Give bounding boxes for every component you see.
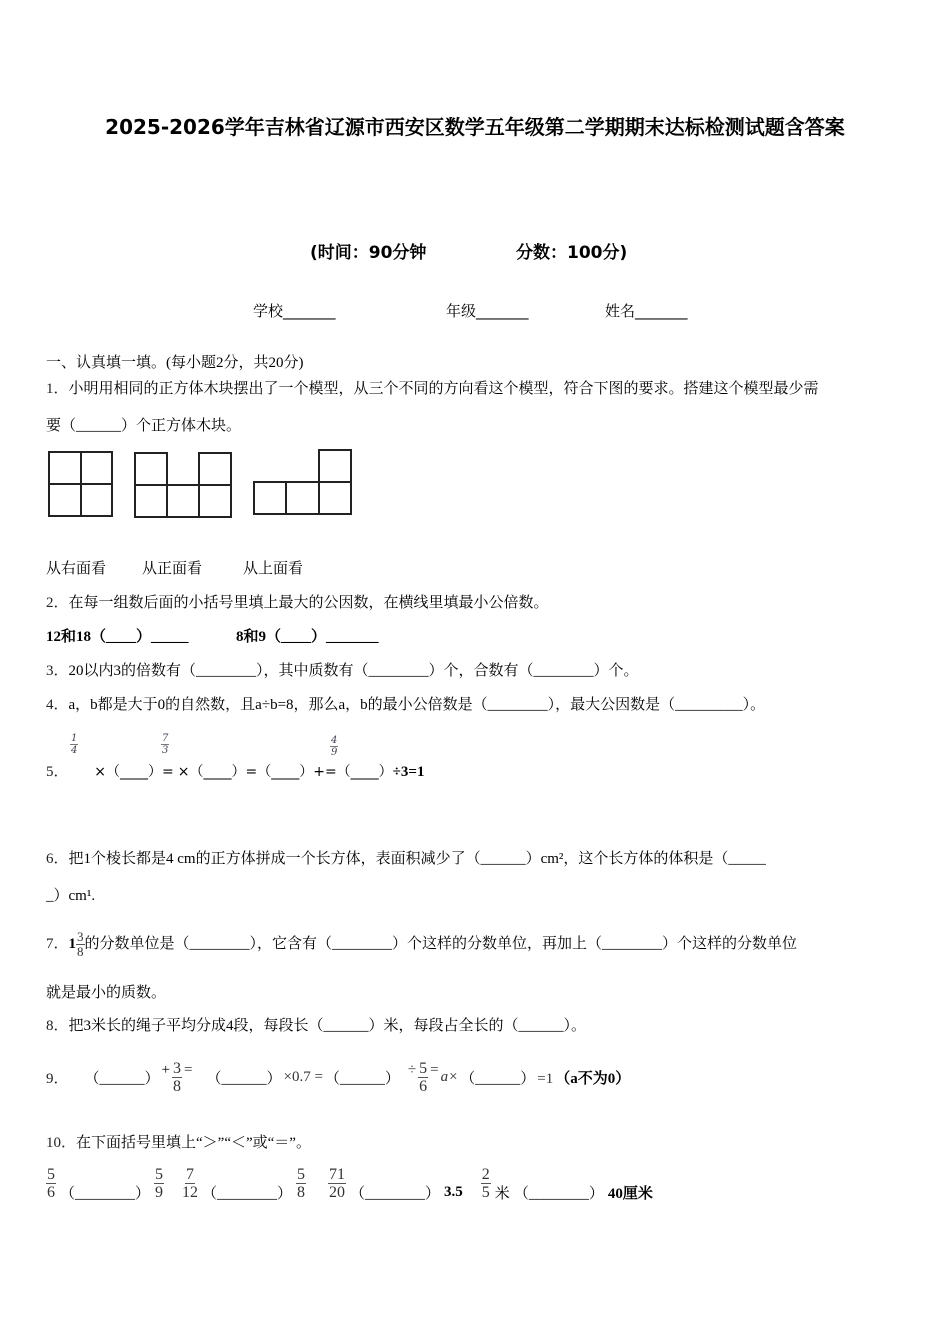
grade-label: 年级 — [446, 302, 477, 320]
q9-blank-3[interactable]: （______） — [324, 1071, 400, 1087]
question-number: 10． — [46, 1135, 77, 1151]
q7-whole: 1 — [68, 935, 77, 952]
question-text: 在每一组数后面的小括号里填上最大的公因数，在横线里填最小公倍数。 — [68, 595, 549, 611]
name-field[interactable] — [605, 300, 688, 321]
section-heading: 一、认真填一填。(每小题2分，共20分) — [46, 355, 304, 371]
q10-item4-unit: 米 — [494, 1186, 510, 1202]
view-label-right: 从右面看 — [46, 559, 107, 577]
q7-fraction: $\frac{3}{8}$ — [77, 929, 84, 959]
grade-field[interactable] — [446, 300, 529, 321]
question-1-line1 — [46, 377, 819, 398]
q9-blank-4[interactable]: （______） — [460, 1071, 536, 1087]
q9-blank-1[interactable]: （______） — [84, 1071, 160, 1087]
q9-eq-one: =1 — [537, 1071, 554, 1087]
question-text: 在下面括号里填上“＞”“＜”或“＝”。 — [76, 1135, 311, 1151]
question-7-line2: 就是最小的质数。 — [46, 985, 167, 1001]
question-2 — [46, 591, 549, 612]
question-text: 小明用相同的正方体木块摆出了一个模型，从三个不同的方向看这个模型，符合下图的要求。搭建这个模型最少需 — [68, 381, 819, 397]
view-top-figure — [253, 449, 352, 515]
q9-fraction-2: $\frac{5}{6}$ — [419, 1060, 428, 1095]
question-text[interactable]: 的分数单位是（________），它含有（________）个这样的分数单位，再加上（________）个这样的分数单位 — [84, 935, 798, 952]
question-9[interactable] — [46, 1060, 630, 1095]
q10-item1-blank[interactable]: （________） — [60, 1186, 151, 1202]
question-7-line1[interactable] — [46, 930, 797, 959]
q10-item1-right: $\frac{5}{9}$ — [155, 1166, 164, 1201]
school-label: 学校 — [253, 302, 284, 320]
q10-item3-right: 3.5 — [444, 1184, 463, 1200]
q10-item3-blank[interactable]: （________） — [350, 1186, 441, 1202]
q5-seg1[interactable]: ×（____）= — [94, 764, 174, 780]
exam-time: (时间：90分钟 — [310, 243, 427, 263]
question-6-line1[interactable] — [46, 847, 766, 868]
question-10 — [46, 1131, 311, 1152]
q5-fraction-2: $\frac{7}{3}$ — [162, 733, 169, 756]
question-number: 8． — [46, 1018, 69, 1034]
q10-item1-left: $\frac{5}{6}$ — [47, 1166, 55, 1201]
exam-score: 分数：100分) — [516, 243, 628, 263]
page-title: 2025-2026学年吉林省辽源市西安区数学五年级第二学期期末达标检测试题含答案 — [105, 115, 845, 139]
q10-item2-right: $\frac{5}{8}$ — [297, 1166, 306, 1201]
question-text[interactable]: 把1个棱长都是4 cm的正方体拼成一个长方体，表面积减少了（______）cm²，这个长方体的体积是（_____ — [68, 851, 766, 867]
question-6-line2[interactable]: _）cm¹. — [46, 888, 96, 904]
question-2-blank-b[interactable]: 8和9（____）_______ — [236, 629, 379, 645]
q9-eq-1: = — [184, 1062, 193, 1078]
question-number: 2． — [46, 595, 69, 611]
question-1-line2[interactable]: 要（______）个正方体木块。 — [46, 418, 242, 434]
q9-blank-2[interactable]: （______） — [206, 1071, 282, 1087]
q10-item4-left: $\frac{2}{5}$ — [481, 1166, 490, 1201]
q9-a-times: a× — [440, 1069, 459, 1085]
question-number: 1． — [46, 381, 69, 397]
name-blank[interactable]: _______ — [635, 302, 688, 320]
q10-item3-left: $\frac{71}{20}$ — [329, 1166, 346, 1201]
q10-item4-blank[interactable]: （________） — [513, 1186, 604, 1202]
question-number: 4． — [46, 697, 69, 713]
q9-fraction-1: $\frac{3}{8}$ — [173, 1060, 181, 1095]
question-3[interactable] — [46, 659, 639, 680]
q9-mul: ×0.7 = — [283, 1069, 323, 1085]
question-number: 9． — [46, 1071, 69, 1087]
view-right-figure — [48, 451, 113, 517]
question-text[interactable]: 把3米长的绳子平均分成4段，每段长（______）米，每段占全长的（______）。 — [68, 1018, 587, 1034]
question-number: 3． — [46, 663, 69, 679]
q10-comparisons — [46, 1164, 653, 1203]
question-number: 5． — [46, 764, 69, 780]
q5-fraction-3: $\frac{4}{9}$ — [331, 735, 338, 758]
view-front-figure — [134, 452, 233, 518]
q5-seg3[interactable]: =（____） — [324, 764, 393, 780]
question-4[interactable] — [46, 693, 765, 714]
view-label-top: 从上面看 — [243, 559, 304, 577]
question-2-blank-a[interactable]: 12和18（____）_____ — [46, 629, 189, 645]
q9-plus: + — [161, 1062, 170, 1078]
q10-item2-left: $\frac{7}{12}$ — [182, 1166, 199, 1201]
q10-item4-right: 40厘米 — [607, 1186, 653, 1202]
q5-fraction-1: $\frac{1}{4}$ — [71, 733, 78, 756]
question-5[interactable] — [46, 760, 424, 781]
view-label-front: 从正面看 — [142, 559, 203, 577]
school-field[interactable] — [253, 300, 336, 321]
question-number: 7． — [46, 935, 69, 952]
school-blank[interactable]: _______ — [283, 302, 336, 320]
question-text[interactable]: 20以内3的倍数有（________），其中质数有（________）个，合数有（________）个。 — [68, 663, 639, 679]
question-number: 6． — [46, 851, 69, 867]
grade-blank[interactable]: _______ — [476, 302, 529, 320]
question-text[interactable]: a，b都是大于0的自然数，且a÷b=8，那么a，b的最小公倍数是（________），最大公因数是（_________）。 — [68, 697, 766, 713]
name-label: 姓名 — [605, 302, 636, 320]
q10-item2-blank[interactable]: （________） — [202, 1186, 293, 1202]
q9-eq-2: = — [430, 1062, 439, 1078]
q9-note: （a不为0） — [555, 1071, 631, 1087]
q5-seg4: ÷3=1 — [392, 764, 425, 780]
q9-div: ÷ — [407, 1062, 417, 1078]
question-8[interactable] — [46, 1014, 586, 1035]
q5-seg2[interactable]: ×（____）=（____）+ — [177, 764, 325, 780]
